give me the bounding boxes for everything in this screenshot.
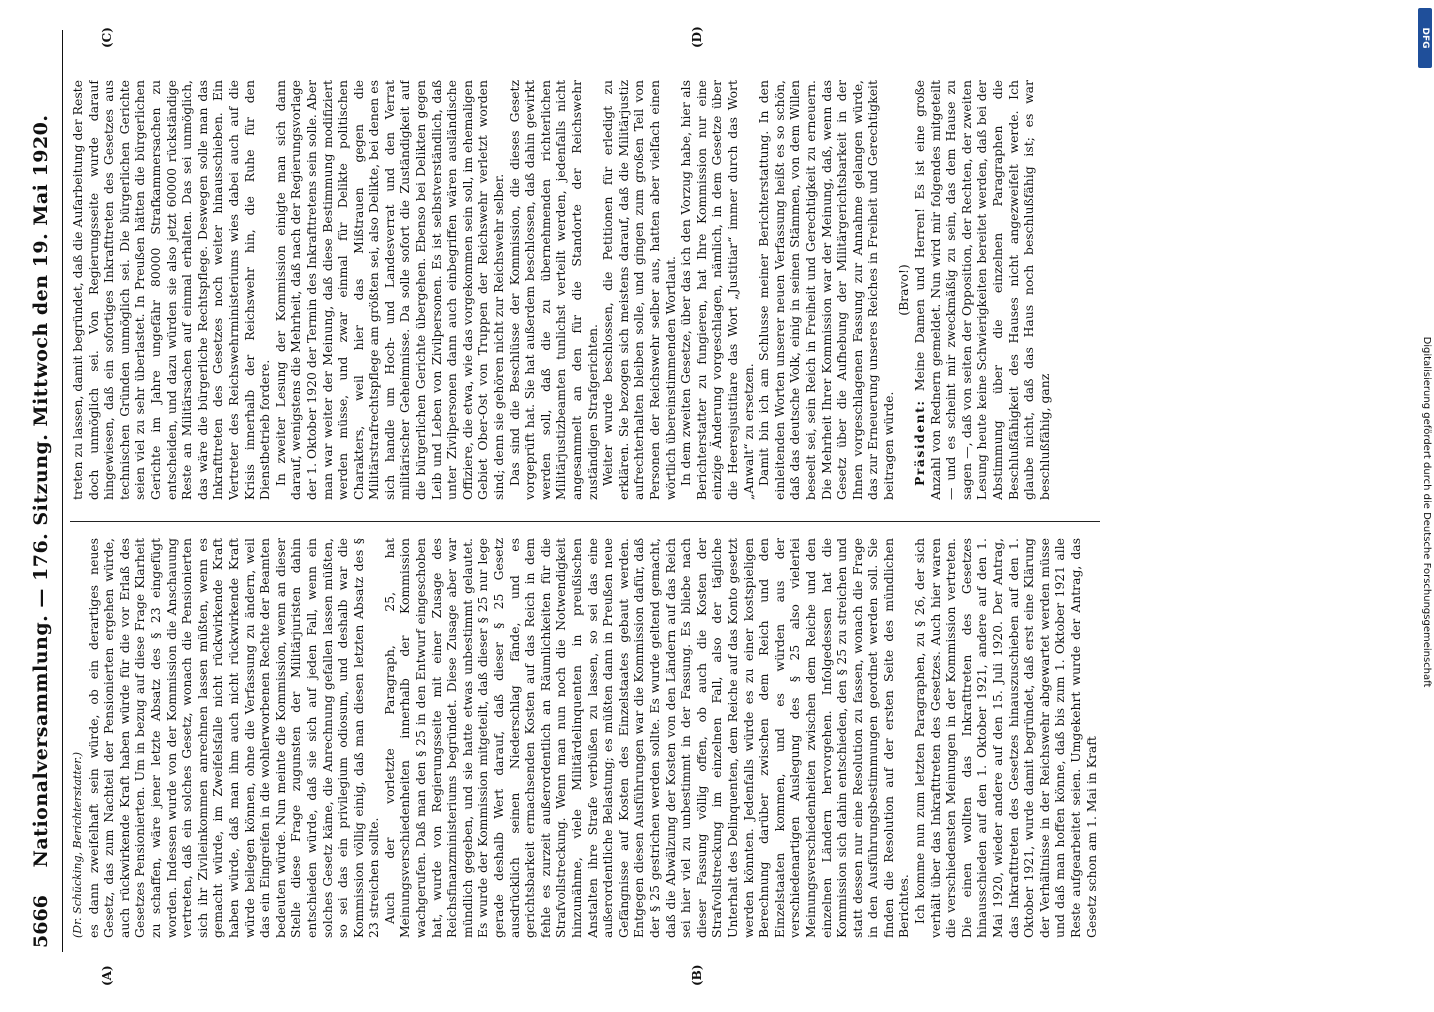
margin-mark-a: (A) [100, 965, 114, 986]
page-number: 5666 [30, 895, 52, 948]
margin-mark-d: (D) [690, 26, 704, 48]
paragraph: Auch der vorletzte Paragraph, 25, hat Meinungsverschiedenheiten innerhalb der Kommission wachgerufen. Daß man den § 25 in den Entwurf eingeschoben hat, wurde von Regierungsseite mit einer Zusage des Reichsfinanzministeriums begründet. Diese Zusage aber war mündlich gegeben, und sie hatte etwas unbestimmt gelautet. Es wurde der Kommission mitgeteilt, daß dieser § 25 nur lege gerade deshalb Wert darauf, daß dieser § 25 Gesetz ausdrücklich seinen Niederschlag fände, und es gerichtsbarkeit ermachsenden Kosten auf das Reich in dem fehle es zurzeit außerordentlich an Räumlichkeiten für die Strafvollstreckung. Wenn man nun noch die Notwendigkeit hinzunähme, viele Militärdelinquenten in preußischen Anstalten ihre Strafe verbüßen zu lassen, so sei das eine außerordentliche Belastung; es müßten dann in Preußen neue Gefängnisse auf Kosten des Einzelstaates gebaut werden. Entgegen diesen Ausführungen war die Kommission dafür, daß der § 25 gestrichen werden sollte. Es wurde geltend gemacht, daß die Abwälzung der Kosten von den Ländern auf das Reich sei hier viel zu unbestimmt in der Fassung. Es bliebe nach dieser Fassung völlig offen, ob auch die Kosten der Strafvollstreckung im einzelnen Fall, also der tägliche Unterhalt des Delinquenten, dem Reiche auf das Konto gesetzt werden könnten. Jedenfalls würde es zu einer kostspieligen Berechnung darüber zwischen dem Reich und den Einzelstaaten kommen, und es würden aus der verschiedenartigen Auslegung des § 25 also vielerlei Meinungsverschiedenheiten zwischen dem Reiche und den einzelnen Ländern hervorgehen. Infolgedessen hat die Kommission sich dahin entschieden, den § 25 zu streichen und statt dessen nur eine Resolution zu fassen, wonach die Frage in den Ausführungsbestimmungen geordnet werden soll. Sie finden die Resolution auf der ersten Seite des mündlichen Berichtes. [381, 538, 912, 938]
right-column [70, 80, 1110, 500]
digitization-text: Digitalisierung gefördert durch die Deutsche Forschungsgemeinschaft [1421, 336, 1432, 688]
paragraph: es dann zweifelhaft sein würde, ob ein derartiges neues Gesetz, das zum Nachteil der Pensionierten ergehen würde, auch rückwirkende Kraft haben würde für die vor Erlaß des Gesetzes Pensionierten. Um in bezug auf diese Frage Klarheit zu schaffen, wäre jener letzte Absatz des § 23 eingefügt worden. Indessen wurde von der Kommission die Anschauung vertreten, daß ein solches Gesetz, wonach die Pensionierten sich ihr Zivileinkommen anrechnen lassen müßten, wenn es gemacht würde, im Zweifelsfalle nicht rückwirkende Kraft haben würde, daß man ihm auch nicht rückwirkende Kraft würde beilegen können, ohne die Verfassung zu ändern, weil das ein Eingreifen in die wohlerworbenen Rechte der Beamten bedeuten würde. Nun meinte die Kommission, wenn an dieser Stelle diese Frage zugunsten der Militärjuristen dahin entschieden würde, daß sie sich auf jeden Fall, wenn ein solches Gesetz käme, die Anrechnung gefallen lassen müßten, so sei das ein privilegium odiosum, und deshalb war die Kommission völlig einig, daß man diesen letzten Absatz des § 23 streichen sollte. [85, 538, 382, 938]
paragraph: Weiter wurde beschlossen, die Petitionen für erledigt zu erklären. Sie bezogen sich meistens darauf, daß die Militärjustiz aufrechterhalten bleiben solle, und gingen zum großen Teil von Personen der Reichswehr selber aus, hatten aber vielfach einen wörtlich übereinstimmenden Wortlaut. [600, 80, 678, 500]
paragraph: In dem zweiten Gesetze, über das ich den Vorzug habe, hier als Berichterstatter zu fungieren, hat Ihre Kommission nur eine einzige Änderung vorgeschlagen, nämlich, in dem Gesetze über die Heeresjustitiare das Wort „Justitiar“ immer durch das Wort „Anwalt“ zu ersetzen. [678, 80, 756, 500]
speaker-label: (Dr. Schücking, Berichterstatter.) [71, 751, 84, 938]
page-header [22, 30, 63, 952]
paragraph: In zweiter Lesung der Kommission einigte man sich dann darauf, wenigstens die Mehrheit, daß nach der Regierungsvorlage der 1. Oktober 1920 der Termin des Inkrafttretens sein solle. Aber man war weiter der Meinung, daß diese Bestimmung modifiziert werden müsse, und zwar einmal für Delikte politischen Charakters, weil hier das Mißtrauen gegen die Militärstrafrechtspflege am größten sei, also Delikte, bei denen es sich handle um Hoch- und Landesverrat und den Verrat militärischer Geheimnisse. Da solle sofort die Zuständigkeit auf die bürgerlichen Gerichte übergehen. Ebenso bei Delikten gegen Leib und Leben von Zivilpersonen. Es ist selbstverständlich, daß unter Zivilpersonen dann auch einbegriffen wären ausländische Offiziere, die etwa, wie das vorgekommen sein soll, im ehemaligen Gebiet Ober-Ost von Truppen der Reichswehr verletzt worden sind; denn sie gehören nicht zur Reichswehr selber. [272, 80, 507, 500]
column-divider [70, 521, 1100, 522]
president-label: Präsident: [912, 399, 928, 486]
paragraph: Ich komme nun zum letzten Paragraphen, zu § 26, der sich verhält über das Inkrafttreten des Gesetzes. Auch hier waren die verschiedensten Meinungen in der Kommission vertreten. Die einen wollten das Inkrafttreten des Gesetzes hinausschieden auf den 1. Oktober 1921, andere auf den 1. Mai 1920, wieder andere auf den 15. Juli 1920. Der Antrag, das Inkrafttreten des Gesetzes hinauszuschieben auf den 1. Oktober 1921, wurde damit begründet, daß erst eine Klärung der Verhältnisse in der Reichswehr abgewartet werden müsse und daß man hoffen könne, daß bis zum 1. Oktober 1921 alle Reste aufgearbeitet seien. Umgekehrt wurde der Antrag, das Gesetz schon am 1. Mai in Kraft [912, 538, 1099, 938]
paragraph: Damit bin ich am Schlusse meiner Berichterstattung. In den einleitenden Worten unserer neuen Verfassung heißt es so schön, daß das deutsche Volk, einig in seinen Stämmen, von dem Willen beseelt sei, sein Reich in Freiheit und Gerechtigkeit zu erneuern. Die Mehrheit Ihrer Kommission war der Meinung, daß, wenn das Gesetz über die Aufhebung der Militärgerichtsbarkeit in der Ihnen vorgeschlagenen Fassung zur Annahme gelangen würde, das zur Erneuerung unseres Reiches in Freiheit und Gerechtigkeit beitragen würde. [756, 80, 896, 500]
president-paragraph [912, 80, 1052, 500]
dfg-logo-text: DFG [1420, 27, 1430, 49]
paragraph: treten zu lassen, damit begründet, daß die Aufarbeitung der Reste doch unmöglich sei. Von Regierungsseite wurde darauf hingewiesen, daß ein sofortiges Inkrafttreten des Gesetzes aus technischen Gründen unmöglich sei. Die bürgerlichen Gerichte seien viel zu sehr überlastet. In Preußen hätten die bürgerlichen Gerichte im Jahre ungefähr 80000 Strafkammersachen zu entscheiden, und dazu würden sie also jetzt 60000 rückständige Reste an Militärsachen auf einmal erhalten. Das sei unmöglich, das wäre die bürgerliche Rechtspflege. Deswegen solle man das Inkrafttreten des Gesetzes noch weiter hinausschieben. Ein Vertreter des Reichswehrministeriums wies dabei auch auf die Krisis innerhalb der Reichswehr hin, die Ruhe für den Dienstbetrieb fordere. [70, 80, 273, 500]
dfg-logo [1418, 8, 1432, 68]
digitization-note [1414, 0, 1432, 1000]
applause-note: (Bravo!) [896, 264, 912, 316]
paragraph: Das sind die Beschlüsse der Kommission, die dieses Gesetz vorgeprüft hat. Sie hat außerdem beschlossen, daß dahin gewirkt werden soll, daß die zu übernehmenden richterlichen Militärjustizbeamten tunlichst verteilt werden, jedenfalls nicht angesammelt an den für die Standorte der Reichswehr zuständigen Strafgerichten. [506, 80, 600, 500]
president-text: Meine Damen und Herren! Es ist eine große Anzahl von Rednern gemeldet. Nun wird mir folgendes mitgeteilt — und es scheint mir zweckmäßig zu sein, das dem Hause zu sagen —, daß von seiten der Opposition, der Rechten, der zweiten Lesung heute keine Schwierigkeiten bereitet werden, daß bei der Abstimmung über die einzelnen Paragraphen die Beschlußfähigkeit des Hauses nicht angezweifelt werde. Ich glaube nicht, daß das Haus noch beschlußfähig ist; es war beschlußfähig, ganz [912, 80, 1052, 500]
page-title: Nationalversammlung. — 176. Sitzung. Mittwoch den 19. Mai 1920. [30, 114, 52, 868]
margin-mark-b: (B) [690, 964, 704, 986]
margin-mark-c: (C) [100, 27, 114, 48]
left-column [70, 538, 1110, 938]
